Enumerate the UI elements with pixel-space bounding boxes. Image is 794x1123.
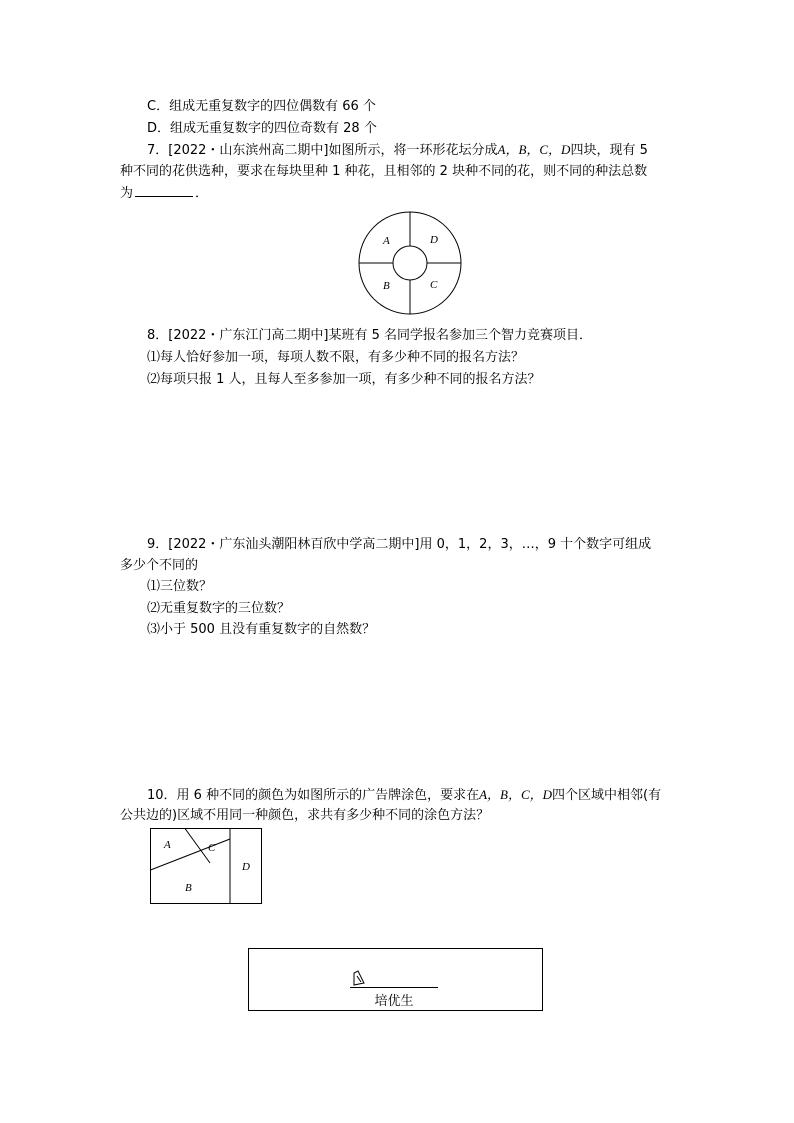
q8-part-1: ⑴每人恰好参加一项，每项人数不限，有多少种不同的报名方法？ [147,350,525,365]
q7-text-a: 7．[2022・山东滨州高二期中]如图所示，将一环形花坛分成 [147,143,498,158]
q7-line-1 [147,139,648,162]
billboard-figure [150,828,263,905]
q9-line-2: 多少个不同的 [120,558,199,573]
ring-label-b: B [383,280,390,292]
billboard-diagonal [151,839,231,870]
pen-icon [352,970,366,986]
q9-line-1: 9．[2022・广东汕头潮阳林百欣中学高二期中]用 0，1，2，3，…，9 十个数字可组成 [147,537,652,552]
region-label-a: A [164,839,171,851]
flower-bed-figure [356,209,464,317]
q9-part-2: ⑵无重复数字的三位数？ [147,601,291,616]
q8-stem: 8．[2022・广东江门高二期中]某班有 5 名同学报名参加三个智力竞赛项目． [147,328,593,343]
q7-line-2: 种不同的花供选种，要求在每块里种 1 种花，且相邻的 2 块种不同的花，则不同的种法总数 [120,164,648,179]
q10-line-2: 公共边的)区域不用同一种颜色，求共有多少种不同的涂色方法？ [120,808,490,823]
q7-line-3 [120,182,208,205]
answer-blank [135,182,193,197]
billboard-slash [185,829,210,864]
option-c: C．组成无重复数字的四位偶数有 66 个 [147,99,376,114]
ring-label-d: D [430,234,438,246]
q10-line-1 [147,784,661,807]
q7-text-b: 四块，现有 5 [570,143,648,158]
footer-label: 培优生 [374,994,414,1009]
footer-underline [350,987,438,988]
inner-circle [393,246,427,280]
region-label-c: C [208,842,216,854]
q10-letters: A，B，C，D [479,787,553,802]
option-d: D．组成无重复数字的四位奇数有 28 个 [147,121,377,136]
q10-text-b: 四个区域中相邻(有 [552,788,662,803]
q7-letters: A，B，C，D [497,142,571,157]
q10-text-a: 10．用 6 种不同的颜色为如图所示的广告牌涂色，要求在 [147,788,480,803]
q7-period: ． [195,186,209,201]
q7-wei: 为 [120,186,134,201]
q8-part-2: ⑵每项只报 1 人，且每人至多参加一项，有多少种不同的报名方法？ [147,372,541,387]
ring-label-a: A [383,235,390,247]
region-label-d: D [242,861,250,873]
q9-part-1: ⑴三位数？ [147,579,213,594]
region-label-b: B [185,882,192,894]
ring-label-c: C [430,279,438,291]
q9-part-3: ⑶小于 500 且没有重复数字的自然数？ [147,622,376,637]
